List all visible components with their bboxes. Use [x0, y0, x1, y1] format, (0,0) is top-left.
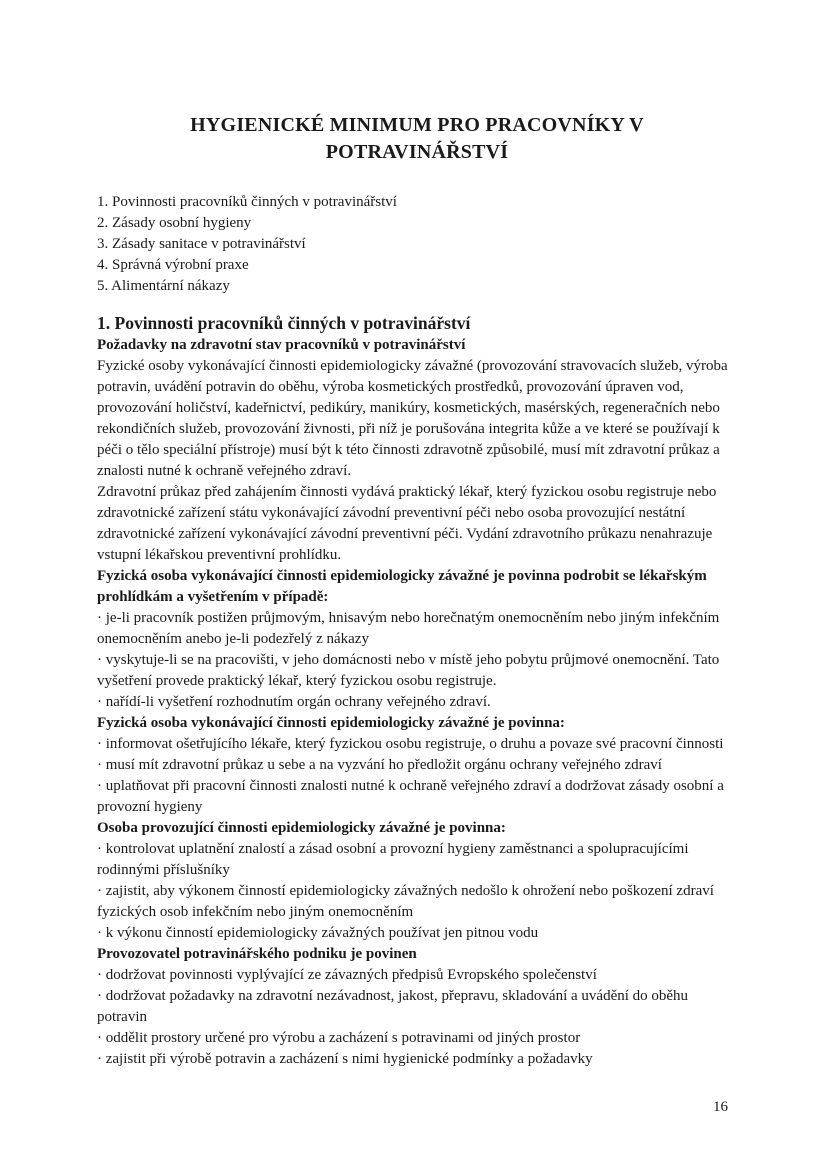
- bullet-item: · dodržovat povinnosti vyplývající ze závazných předpisů Evropského společenství: [97, 967, 597, 983]
- subheading-health-requirements: Požadavky na zdravotní stav pracovníků v potravinářství: [97, 337, 466, 353]
- bullet-item: · uplatňovat při pracovní činnosti znalosti nutné k ochraně veřejného zdraví a dodržovat zásady osobní a provozní hygieny: [97, 778, 724, 815]
- toc-item-2: 2. Zásady osobní hygieny: [97, 215, 252, 231]
- bullet-item: · oddělit prostory určené pro výrobu a zacházení s potravinami od jiných prostor: [97, 1030, 581, 1046]
- section-content: [97, 335, 737, 1070]
- bullet-item: · zajistit, aby výkonem činností epidemiologicky závažných nedošlo k ohrožení nebo poškození zdraví fyzických osob infekčním nebo jiným onemocněním: [97, 883, 714, 920]
- bullet-item: · vyskytuje-li se na pracovišti, v jeho domácnosti nebo v místě jeho pobytu průjmové onemocnění. Tato vyšetření provede praktický lékař, který fyzickou osobu registruje.: [97, 652, 720, 689]
- toc-item-1: 1. Povinnosti pracovníků činných v potravinářství: [97, 194, 397, 210]
- bullet-item: · dodržovat požadavky na zdravotní nezávadnost, jakost, přepravu, skladování a uvádění do oběhu potravin: [97, 988, 689, 1025]
- bullet-item: · zajistit při výrobě potravin a zacházení s nimi hygienické podmínky a požadavky: [97, 1051, 593, 1067]
- paragraph-health-card: Zdravotní průkaz před zahájením činnosti vydává praktický lékař, který fyzickou osobu registruje nebo zdravotnické zařízení státu vykonávající závodní preventivní péči nebo osoba provozující nestátní zdravotnické zařízení vykonávající závodní preventivní péči. Vydání zdravotního průkazu nenahrazuje vstupní lékařskou preventivní prohlídku.: [97, 484, 717, 563]
- bullet-item: · je-li pracovník postižen průjmovým, hnisavým nebo horečnatým onemocněním nebo jiným infekčním onemocněním anebo je-li podezřelý z nákazy: [97, 610, 720, 647]
- document-title: HYGIENICKÉ MINIMUM PRO PRACOVNÍKY V POTRAVINÁŘSTVÍ: [190, 114, 644, 163]
- page-number: 16: [713, 1099, 728, 1115]
- toc-item-4: 4. Správná výrobní praxe: [97, 257, 249, 273]
- bullet-item: · informovat ošetřujícího lékaře, který fyzickou osobu registruje, o druhu a povaze své pracovní činnosti: [97, 736, 724, 752]
- bullet-item: · kontrolovat uplatnění znalostí a zásad osobní a provozní hygieny zaměstnanci a spolupracujícími rodinnými příslušníky: [97, 841, 689, 878]
- subheading-food-business-operator: Provozovatel potravinářského podniku je povinen: [97, 946, 417, 962]
- subheading-medical-examinations: Fyzická osoba vykonávající činnosti epidemiologicky závažné je povinna podrobit se lékařským prohlídkám a vyšetřením v případě:: [97, 568, 707, 605]
- subheading-person-obligations: Fyzická osoba vykonávající činnosti epidemiologicky závažné je povinna:: [97, 715, 565, 731]
- paragraph-physical-persons: Fyzické osoby vykonávající činnosti epidemiologicky závažné (provozování stravovacích služeb, výroba potravin, uvádění potravin do oběhu, výroba kosmetických prostředků, provozování úpraven vod, provozování holičství, kadeřnictví, pedikúry, manikúry, kosmetických, masérských, regeneračních nebo rekondičních služeb, provozování živnosti, při níž je porušována integrita kůže a ve které se používají k péči o tělo speciální přístroje) musí být k této činnosti zdravotně způsobilé, musí mít zdravotní průkaz a znalosti nutné k ochraně veřejného zdraví.: [97, 358, 728, 479]
- bullet-item: · nařídí-li vyšetření rozhodnutím orgán ochrany veřejného zdraví.: [97, 694, 491, 710]
- section-heading: 1. Povinnosti pracovníků činných v potravinářství: [97, 313, 471, 333]
- toc-item-5: 5. Alimentární nákazy: [97, 278, 230, 294]
- toc-item-3: 3. Zásady sanitace v potravinářství: [97, 236, 306, 252]
- bullet-item: · musí mít zdravotní průkaz u sebe a na vyzvání ho předložit orgánu ochrany veřejného zdraví: [97, 757, 662, 773]
- bullet-item: · k výkonu činností epidemiologicky závažných používat jen pitnou vodu: [97, 925, 539, 941]
- table-of-contents: [97, 192, 737, 297]
- subheading-operator-obligations: Osoba provozující činnosti epidemiologicky závažné je povinna:: [97, 820, 506, 836]
